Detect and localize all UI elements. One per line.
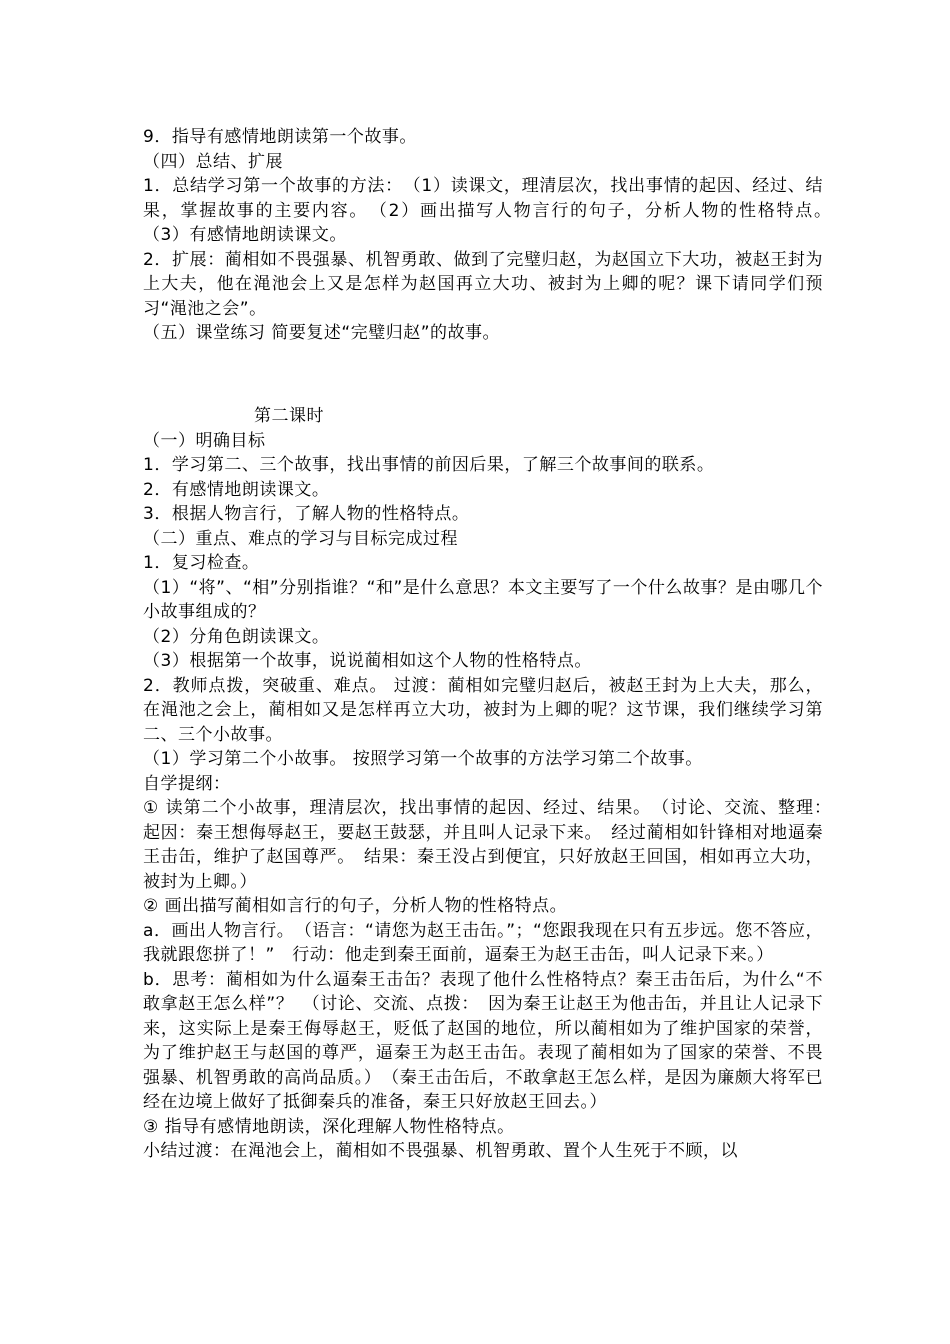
paragraph: （2）分角色朗读课文。 [143, 626, 330, 647]
paragraph: 3．根据人物言行，了解人物的性格特点。 [143, 504, 470, 524]
paragraph: 1．复习检查。 [143, 553, 260, 573]
paragraph: ① 读第二个小故事，理清层次，找出事情的起因、经过、结果。 （讨论、交流、整理： 起因：秦王想侮辱赵王，要赵王鼓瑟，并且叫人记录下来。 经过蔺相如针锋相对地逼秦王击缶，维护了赵国尊严。 结果：秦王没占到便宜，只好放赵王回国，相如再立大功，被封为上卿。） [143, 798, 841, 892]
paragraph: 1．总结学习第一个故事的方法： （1）读课文，理清层次，找出事情的起因、经过、结果，掌握故事的主要内容。 （2）画出描写人物言行的句子，分析人物的性格特点。 （3）有感情地朗读课文。 [143, 176, 841, 245]
paragraph: 2．有感情地朗读课文。 [143, 479, 330, 500]
paragraph: 小结过渡：在渑池会上，蔺相如不畏强暴、机智勇敢、置个人生死于不顾，以 [143, 1141, 738, 1161]
paragraph: （3）根据第一个故事，说说蔺相如这个人物的性格特点。 [143, 651, 592, 671]
paragraph: （1）“将”、“相”分别指谁？“和”是什么意思？本文主要写了一个什么故事？是由哪几个小故事组成的？ [143, 577, 823, 622]
paragraph: a．画出人物言行。 （语言：“请您为赵王击缶。”；“您跟我现在只有五步远。您不答应，我就跟您拼了！” 行动：他走到秦王面前，逼秦王为赵王击缶，叫人记录下来。） [143, 920, 823, 965]
section-heading: （四）总结、扩展 [143, 151, 283, 172]
paragraph: （1）学习第二个小故事。 按照学习第一个故事的方法学习第二个故事。 [143, 749, 703, 769]
paragraph: 2．教师点拨，突破重、难点。 过渡：蔺相如完璧归赵后，被赵王封为上大夫，那么，在渑池之会上，蔺相如又是怎样再立大功，被封为上卿的呢？这节课，我们继续学习第二、三个小故事。 [143, 675, 823, 745]
section-1-text [143, 125, 841, 346]
section-heading: （二）重点、难点的学习与目标完成过程 [143, 528, 458, 549]
paragraph: 9．指导有感情地朗读第一个故事。 [143, 127, 417, 147]
lesson-title: 第二课时 [254, 406, 324, 426]
paragraph: 2．扩展：蔺相如不畏强暴、机智勇敢、做到了完璧归赵，为赵国立下大功，被赵王封为上大夫，他在渑池会上又是怎样为赵国再立大功、被封为上卿的呢？课下请同学们预习“渑池之会”。 [143, 249, 823, 319]
paragraph: ② 画出描写蔺相如言行的句子，分析人物的性格特点。 [143, 896, 568, 916]
section-2-text [143, 404, 841, 1164]
section-heading: （一）明确目标 [143, 430, 266, 451]
paragraph: （五）课堂练习 简要复述“完璧归赵”的故事。 [143, 323, 501, 343]
paragraph: 1．学习第二、三个故事，找出事情的前因后果，了解三个故事间的联系。 [143, 455, 715, 475]
paragraph: 自学提纲： [143, 773, 231, 794]
paragraph: ③ 指导有感情地朗读，深化理解人物性格特点。 [143, 1116, 515, 1137]
paragraph: b．思考：蔺相如为什么逼秦王击缶？表现了他什么性格特点？秦王击缶后，为什么“不敢拿赵王怎么样”？ （讨论、交流、点拨： 因为秦王让赵王为他击缶，并且让人记录下来，这实际上是秦王侮辱赵王，贬低了赵国的地位，所以蔺相如为了维护国家的荣誉，为了维护赵王与赵国的尊严，逼秦王为赵王击缶。表现了蔺相如为了国家的荣誉、不畏强暴、机智勇敢的高尚品质。） （秦王击缶后，不敢拿赵王怎么样，是因为廉颇大将军已经在边境上做好了抵御秦兵的准备，秦王只好放赵王回去。） [143, 969, 823, 1112]
